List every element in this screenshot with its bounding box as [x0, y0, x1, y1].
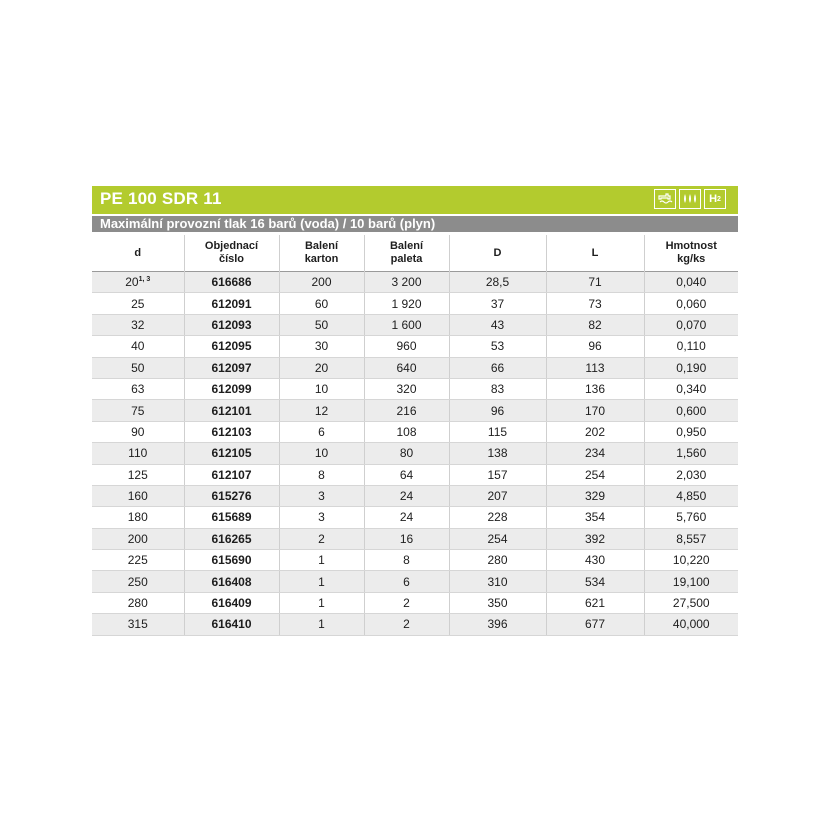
- product-table: [92, 235, 738, 636]
- cell-carton: 1: [279, 571, 364, 592]
- cell-code: 616686: [184, 272, 279, 293]
- cell-carton: 12: [279, 400, 364, 421]
- cell-L: 392: [546, 528, 644, 549]
- cell-D: 157: [449, 464, 546, 485]
- table-row: [92, 528, 738, 549]
- footnote-marker: 1, 3: [138, 276, 151, 284]
- cell-L: 354: [546, 507, 644, 528]
- cell-d: 90: [92, 421, 184, 442]
- table-row: [92, 293, 738, 314]
- cell-code: 612103: [184, 421, 279, 442]
- cell-d: 225: [92, 550, 184, 571]
- cell-carton: 2: [279, 528, 364, 549]
- cell-weight: 5,760: [644, 507, 738, 528]
- cell-carton: 6: [279, 421, 364, 442]
- table-row: [92, 464, 738, 485]
- table-row: [92, 614, 738, 635]
- table-row: [92, 336, 738, 357]
- cell-pallet: 6: [364, 571, 449, 592]
- cell-D: 138: [449, 443, 546, 464]
- cell-d: 50: [92, 357, 184, 378]
- cell-carton: 1: [279, 550, 364, 571]
- water-tap-icon: [654, 189, 676, 209]
- cell-pallet: 24: [364, 485, 449, 506]
- cell-pallet: 3 200: [364, 272, 449, 293]
- three-drops-icon: [679, 189, 701, 209]
- table-row: [92, 443, 738, 464]
- cell-pallet: 1 920: [364, 293, 449, 314]
- cell-pallet: 320: [364, 378, 449, 399]
- table-row: [92, 421, 738, 442]
- cell-carton: 10: [279, 378, 364, 399]
- cell-weight: 0,190: [644, 357, 738, 378]
- cell-L: 170: [546, 400, 644, 421]
- table-row: [92, 507, 738, 528]
- cell-d: 250: [92, 571, 184, 592]
- cell-carton: 3: [279, 507, 364, 528]
- cell-d: 160: [92, 485, 184, 506]
- cell-D: 66: [449, 357, 546, 378]
- table-row: [92, 378, 738, 399]
- cell-pallet: 16: [364, 528, 449, 549]
- cell-pallet: 1 600: [364, 314, 449, 335]
- cell-L: 677: [546, 614, 644, 635]
- table-row: [92, 550, 738, 571]
- cell-weight: 27,500: [644, 592, 738, 613]
- cell-carton: 20: [279, 357, 364, 378]
- cell-d: 315: [92, 614, 184, 635]
- cell-code: 615690: [184, 550, 279, 571]
- cell-weight: 0,340: [644, 378, 738, 399]
- cell-carton: 60: [279, 293, 364, 314]
- cell-d: 40: [92, 336, 184, 357]
- table-row: [92, 485, 738, 506]
- cell-D: 37: [449, 293, 546, 314]
- cell-carton: 200: [279, 272, 364, 293]
- icon-group: [654, 189, 726, 209]
- cell-pallet: 2: [364, 592, 449, 613]
- cell-L: 136: [546, 378, 644, 399]
- cell-code: 612107: [184, 464, 279, 485]
- cell-code: 615689: [184, 507, 279, 528]
- table-header-row: [92, 235, 738, 272]
- cell-weight: 0,040: [644, 272, 738, 293]
- cell-d: 125: [92, 464, 184, 485]
- cell-d: 75: [92, 400, 184, 421]
- cell-d: 280: [92, 592, 184, 613]
- cell-code: 612099: [184, 378, 279, 399]
- cell-weight: 0,060: [644, 293, 738, 314]
- cell-pallet: 24: [364, 507, 449, 528]
- cell-code: 616408: [184, 571, 279, 592]
- col-header-weight: Hmotnost kg/ks: [644, 235, 738, 272]
- table-row: [92, 314, 738, 335]
- table-row: [92, 571, 738, 592]
- cell-D: 28,5: [449, 272, 546, 293]
- cell-weight: 40,000: [644, 614, 738, 635]
- cell-carton: 50: [279, 314, 364, 335]
- cell-L: 621: [546, 592, 644, 613]
- cell-D: 228: [449, 507, 546, 528]
- cell-weight: 4,850: [644, 485, 738, 506]
- cell-L: 234: [546, 443, 644, 464]
- cell-code: 612101: [184, 400, 279, 421]
- cell-D: 115: [449, 421, 546, 442]
- cell-pallet: 2: [364, 614, 449, 635]
- cell-carton: 10: [279, 443, 364, 464]
- cell-pallet: 960: [364, 336, 449, 357]
- cell-D: 43: [449, 314, 546, 335]
- cell-L: 73: [546, 293, 644, 314]
- cell-weight: 19,100: [644, 571, 738, 592]
- cell-L: 71: [546, 272, 644, 293]
- cell-L: 96: [546, 336, 644, 357]
- col-header-pallet: Balení paleta: [364, 235, 449, 272]
- cell-L: 254: [546, 464, 644, 485]
- cell-carton: 8: [279, 464, 364, 485]
- cell-L: 534: [546, 571, 644, 592]
- cell-carton: 1: [279, 592, 364, 613]
- cell-L: 113: [546, 357, 644, 378]
- cell-D: 207: [449, 485, 546, 506]
- table-row: [92, 592, 738, 613]
- cell-code: 612093: [184, 314, 279, 335]
- cell-D: 350: [449, 592, 546, 613]
- cell-code: 615276: [184, 485, 279, 506]
- cell-weight: 1,560: [644, 443, 738, 464]
- cell-pallet: 216: [364, 400, 449, 421]
- cell-pallet: 108: [364, 421, 449, 442]
- cell-L: 202: [546, 421, 644, 442]
- h2-gas-icon: [704, 189, 726, 209]
- cell-d: 63: [92, 378, 184, 399]
- col-header-L: L: [546, 235, 644, 272]
- cell-carton: 1: [279, 614, 364, 635]
- cell-L: 82: [546, 314, 644, 335]
- cell-d: 20$^{1, 3}$: [92, 272, 184, 293]
- cell-d: 25: [92, 293, 184, 314]
- cell-weight: 2,030: [644, 464, 738, 485]
- col-header-order-number: Objednací číslo: [184, 235, 279, 272]
- table-title: PE 100 SDR 11: [100, 189, 222, 208]
- cell-d: 32: [92, 314, 184, 335]
- cell-weight: 0,070: [644, 314, 738, 335]
- cell-code: 612097: [184, 357, 279, 378]
- cell-weight: 10,220: [644, 550, 738, 571]
- col-header-D: D: [449, 235, 546, 272]
- cell-pallet: 640: [364, 357, 449, 378]
- cell-D: 280: [449, 550, 546, 571]
- cell-d: 200: [92, 528, 184, 549]
- table-row: [92, 272, 738, 293]
- cell-code: 616410: [184, 614, 279, 635]
- product-table-sheet: [92, 186, 738, 636]
- pressure-subtitle: Maximální provozní tlak 16 barů (voda) / 10 barů (plyn): [92, 216, 738, 232]
- cell-carton: 3: [279, 485, 364, 506]
- cell-carton: 30: [279, 336, 364, 357]
- col-header-carton: Balení karton: [279, 235, 364, 272]
- cell-D: 396: [449, 614, 546, 635]
- h2-label: H: [709, 193, 718, 205]
- cell-pallet: 80: [364, 443, 449, 464]
- cell-weight: 8,557: [644, 528, 738, 549]
- cell-code: 616265: [184, 528, 279, 549]
- cell-pallet: 64: [364, 464, 449, 485]
- cell-code: 612091: [184, 293, 279, 314]
- cell-D: 53: [449, 336, 546, 357]
- table-row: [92, 400, 738, 421]
- col-header-d: d: [134, 246, 142, 259]
- cell-L: 329: [546, 485, 644, 506]
- cell-D: 96: [449, 400, 546, 421]
- title-bar: [92, 186, 738, 214]
- cell-d: 180: [92, 507, 184, 528]
- cell-D: 310: [449, 571, 546, 592]
- h2-subscript: 2: [717, 195, 721, 203]
- cell-code: 612095: [184, 336, 279, 357]
- cell-D: 83: [449, 378, 546, 399]
- cell-D: 254: [449, 528, 546, 549]
- table-row: [92, 357, 738, 378]
- cell-L: 430: [546, 550, 644, 571]
- cell-d: 110: [92, 443, 184, 464]
- cell-code: 612105: [184, 443, 279, 464]
- cell-weight: 0,950: [644, 421, 738, 442]
- cell-pallet: 8: [364, 550, 449, 571]
- cell-weight: 0,110: [644, 336, 738, 357]
- cell-code: 616409: [184, 592, 279, 613]
- cell-weight: 0,600: [644, 400, 738, 421]
